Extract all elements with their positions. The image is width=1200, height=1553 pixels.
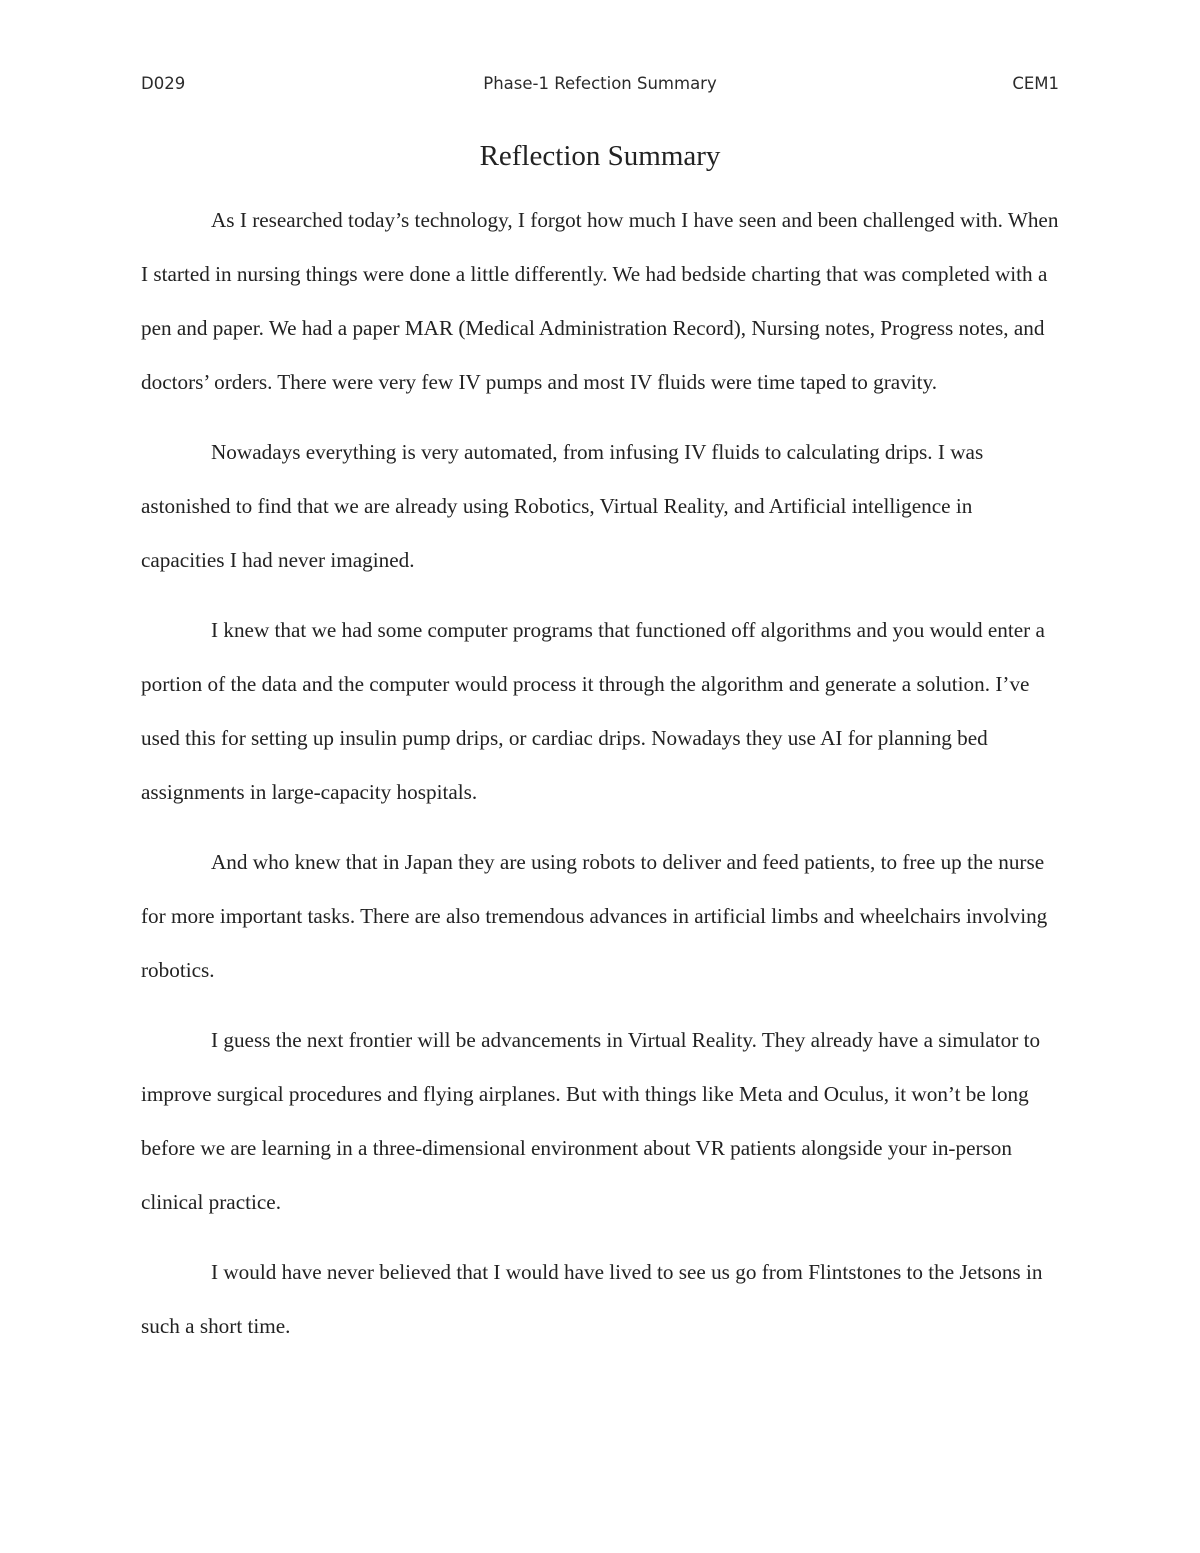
paragraph: As I researched today’s technology, I forgot how much I have seen and been challenged with. When I started in nursing things were done a little differently. We had bedside charting that was completed with a pen and paper. We had a paper MAR (Medical Administration Record), Nursing notes, Progress notes, and doctors’ orders. There were very few IV pumps and most IV fluids were time taped to gravity. — [141, 208, 1059, 394]
document-body — [141, 193, 1059, 1369]
paragraph: Nowadays everything is very automated, from infusing IV fluids to calculating drips. I was astonished to find that we are already using Robotics, Virtual Reality, and Artificial intelligence in capacities I had never imagined. — [141, 440, 984, 572]
paragraph: I guess the next frontier will be advancements in Virtual Reality. They already have a simulator to improve surgical procedures and flying airplanes. But with things like Meta and Oculus, it won’t be long before we are learning in a three-dimensional environment about VR patients alongside your in-person clinical practice. — [141, 1028, 1041, 1214]
header-left-code: D029 — [141, 74, 186, 93]
paragraph: I knew that we had some computer programs that functioned off algorithms and you would enter a portion of the data and the computer would process it through the algorithm and generate a solution. I’ve used this for setting up insulin pump drips, or cardiac drips. Nowadays they use AI for planning bed assignments in large-capacity hospitals. — [141, 618, 1045, 804]
paragraph: And who knew that in Japan they are using robots to deliver and feed patients, to free up the nurse for more important tasks. There are also tremendous advances in artificial limbs and wheelchairs involving robotics. — [141, 850, 1048, 982]
paragraph: I would have never believed that I would have lived to see us go from Flintstones to the Jetsons in such a short time. — [141, 1260, 1043, 1338]
header-center-title: Phase-1 Refection Summary — [483, 74, 717, 93]
header-right-code: CEM1 — [1012, 74, 1059, 93]
page-header — [141, 74, 1059, 98]
document-title: Reflection Summary — [479, 140, 721, 172]
